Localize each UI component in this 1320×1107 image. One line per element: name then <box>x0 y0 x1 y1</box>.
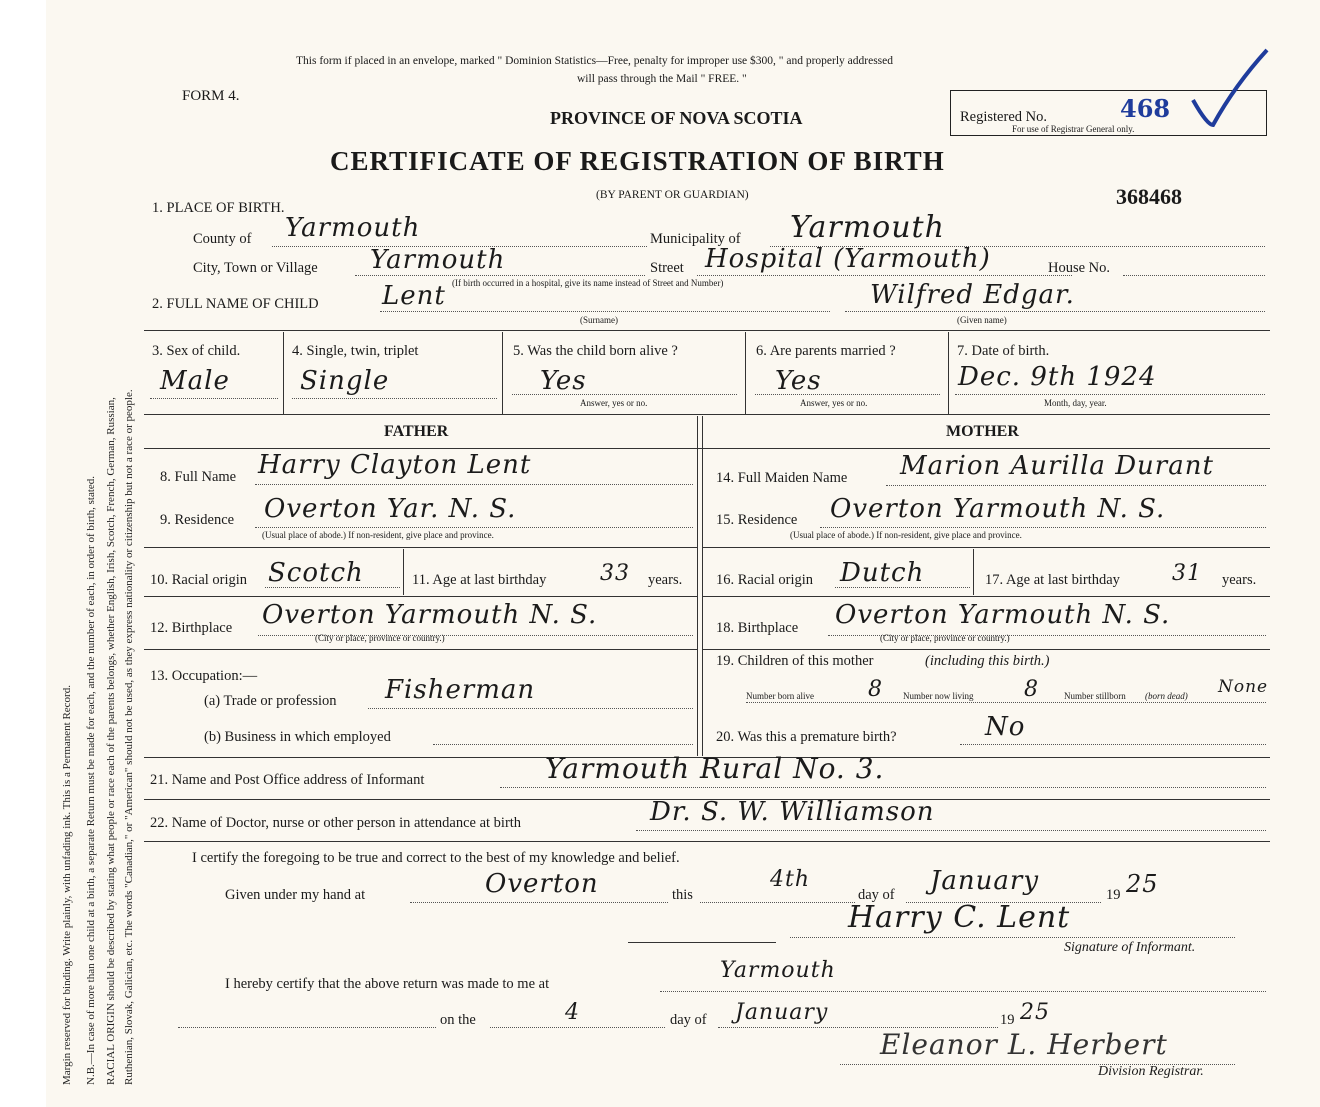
mother-age-label: 17. Age at last birthday <box>985 572 1120 588</box>
mail-notice-line-1: This form if placed in an envelope, marked " Dominion Statistics—Free, penalty for improper use $300, " and properly addressed <box>296 55 894 67</box>
premature-label: 20. Was this a premature birth? <box>716 729 897 745</box>
given-day-of-label: day of <box>858 887 895 903</box>
mother-birthplace-label: 18. Birthplace <box>716 620 799 636</box>
now-living-label: Number now living <box>903 691 974 701</box>
mother-racial-label: 16. Racial origin <box>716 572 814 588</box>
father-racial-origin: Scotch <box>268 558 364 588</box>
mail-notice-line-2: will pass through the Mail " FREE. " <box>577 73 747 85</box>
informant-signature: Harry C. Lent <box>848 900 1071 935</box>
given-year-suffix: 25 <box>1126 870 1159 898</box>
registrar-day-line <box>490 1027 665 1028</box>
margin-line-2: N.B.—In case of more than one child at a birth, a separate Return must be made for each, and the number of each, in order of birth, stated. <box>85 475 97 1085</box>
father-heading: FATHER <box>384 423 449 440</box>
born-alive-value: Yes <box>540 366 587 396</box>
father-racial-label: 10. Racial origin <box>150 572 248 588</box>
city-label: City, Town or Village <box>193 260 318 276</box>
given-day: 4th <box>770 867 811 892</box>
street-value: Hospital (Yarmouth) <box>705 244 991 274</box>
now-living-count: 8 <box>1024 677 1039 702</box>
parents-married-line <box>755 394 940 395</box>
margin-line-3: RACIAL ORIGIN should be described by stating what people or race each of the parents belongs, whether English, Irish, Scotch, French, German, Russian, <box>105 397 117 1085</box>
city-value: Yarmouth <box>370 245 506 275</box>
divider-row3-top <box>144 330 1270 331</box>
informant-line <box>500 787 1266 788</box>
premature-line <box>960 744 1266 745</box>
mother-residence-divider <box>702 547 1270 548</box>
born-alive-caption: Answer, yes or no. <box>580 398 648 408</box>
registrar-year-suffix: 25 <box>1020 1000 1050 1025</box>
premature-value: No <box>985 712 1026 742</box>
informant-signature-caption: Signature of Informant. <box>1064 940 1196 955</box>
row3-divider-1 <box>283 332 284 414</box>
father-residence-caption: (Usual place of abode.) If non-resident, give place and province. <box>262 530 494 540</box>
father-birthplace-divider <box>144 649 697 650</box>
child-given-name: Wilfred Edgar. <box>870 280 1075 310</box>
mother-name-label: 14. Full Maiden Name <box>716 470 848 486</box>
children-label: 19. Children of this mother <box>716 653 874 669</box>
mother-age-unit: years. <box>1222 572 1257 588</box>
doctor-value: Dr. S. W. Williamson <box>650 797 935 827</box>
mother-residence: Overton Yarmouth N. S. <box>830 494 1166 524</box>
doctor-line <box>636 830 1266 831</box>
certify-statement: I certify the foregoing to be true and correct to the best of my knowledge and belief. <box>192 850 680 866</box>
street-label: Street <box>650 260 684 276</box>
trade-value: Fisherman <box>385 675 536 705</box>
children-note: (including this birth.) <box>925 653 1050 669</box>
father-racial-line <box>265 587 400 588</box>
father-racial-divider <box>403 549 404 595</box>
informant-signature-line <box>790 937 1235 938</box>
mother-heading: MOTHER <box>946 423 1019 440</box>
child-name-label: 2. FULL NAME OF CHILD <box>152 296 319 312</box>
mother-racial-line <box>835 587 970 588</box>
father-age-unit: years. <box>648 572 683 588</box>
business-label: (b) Business in which employed <box>204 729 391 745</box>
informant-value: Yarmouth Rural No. 3. <box>545 752 885 785</box>
registrar-year-prefix: 19 <box>1000 1012 1015 1028</box>
father-birthplace: Overton Yarmouth N. S. <box>262 600 598 630</box>
born-alive-line <box>512 394 737 395</box>
children-line <box>746 702 1266 703</box>
mother-residence-label: 15. Residence <box>716 512 798 528</box>
born-alive-count: 8 <box>868 677 883 702</box>
this-label: this <box>672 887 693 903</box>
trade-line <box>368 708 693 709</box>
page-subtitle: (BY PARENT OR GUARDIAN) <box>596 189 749 201</box>
given-place: Overton <box>485 869 599 899</box>
registrar-statement: I hereby certify that the above return was made to me at <box>225 976 550 992</box>
mother-birthplace-divider <box>702 649 1270 650</box>
father-name-label: 8. Full Name <box>160 469 237 485</box>
surname-caption: (Surname) <box>580 315 618 325</box>
sex-value: Male <box>160 366 230 396</box>
stillborn-label: Number stillborn <box>1064 691 1126 701</box>
form-number: FORM 4. <box>182 88 240 104</box>
mother-age-divider <box>702 596 1270 597</box>
registrar-blank-line <box>178 1027 436 1028</box>
mother-residence-caption: (Usual place of abode.) If non-resident, give place and province. <box>790 530 1022 540</box>
father-birthplace-label: 12. Birthplace <box>150 620 233 636</box>
row3-divider-4 <box>948 332 949 414</box>
informant-label: 21. Name and Post Office address of Informant <box>150 772 425 788</box>
registered-note: For use of Registrar General only. <box>1012 124 1135 134</box>
mother-birthplace: Overton Yarmouth N. S. <box>835 600 1171 630</box>
stillborn-note: (born dead) <box>1145 691 1188 701</box>
page-title: CERTIFICATE OF REGISTRATION OF BIRTH <box>330 146 945 176</box>
given-place-line <box>410 902 668 903</box>
mother-maiden-name: Marion Aurilla Durant <box>900 451 1214 481</box>
single-line <box>292 398 497 399</box>
mother-racial-origin: Dutch <box>840 558 925 588</box>
dob-caption: Month, day, year. <box>1044 398 1107 408</box>
mother-age: 31 <box>1172 561 1202 586</box>
mother-name-line <box>886 485 1266 486</box>
street-line <box>697 275 1072 276</box>
parents-divider-b <box>702 416 703 756</box>
business-line <box>433 744 693 745</box>
single-value: Single <box>300 366 390 396</box>
father-age-label: 11. Age at last birthday <box>412 572 547 588</box>
sex-label: 3. Sex of child. <box>152 343 241 359</box>
born-alive-label: 5. Was the child born alive ? <box>513 343 678 359</box>
father-age: 33 <box>600 561 630 586</box>
parents-married-value: Yes <box>775 366 822 396</box>
divider-doctor-bottom <box>144 841 1270 842</box>
stillborn-count: None <box>1218 677 1269 697</box>
born-alive-count-label: Number born alive <box>746 691 814 701</box>
row3-divider-3 <box>745 332 746 414</box>
father-residence-divider <box>144 547 697 548</box>
house-no-line <box>1123 275 1265 276</box>
occupation-label: 13. Occupation:— <box>150 668 258 684</box>
parents-heading-underline <box>144 448 1270 449</box>
registrar-month: January <box>735 1000 829 1025</box>
province-heading: PROVINCE OF NOVA SCOTIA <box>550 108 803 128</box>
father-name: Harry Clayton Lent <box>258 450 532 480</box>
registrar-place: Yarmouth <box>720 958 836 983</box>
child-surname-line <box>380 311 830 312</box>
child-surname: Lent <box>382 281 446 311</box>
father-residence-label: 9. Residence <box>160 512 235 528</box>
given-under-label: Given under my hand at <box>225 887 366 903</box>
father-name-line <box>255 484 693 485</box>
city-line <box>355 275 645 276</box>
serial-number: 368468 <box>1116 184 1182 209</box>
father-age-divider <box>144 596 697 597</box>
doctor-label: 22. Name of Doctor, nurse or other person in attendance at birth <box>150 815 522 831</box>
registrar-day: 4 <box>565 1000 580 1025</box>
dob-line <box>955 394 1265 395</box>
house-no-label: House No. <box>1048 260 1111 276</box>
registrar-signature: Eleanor L. Herbert <box>880 1028 1168 1061</box>
given-day-line <box>700 902 855 903</box>
registrar-caption: Division Registrar. <box>1098 1064 1204 1079</box>
margin-line-1: Margin reserved for binding. Write plainly, with unfading ink. This is a Permanent Record. <box>61 685 73 1085</box>
registrar-on-label: on the <box>440 1012 476 1028</box>
registrar-place-line <box>660 991 1266 992</box>
short-rule <box>628 942 776 943</box>
mother-racial-divider <box>973 549 974 595</box>
registrar-day-of-label: day of <box>670 1012 707 1028</box>
parents-divider-a <box>697 416 698 756</box>
father-residence: Overton Yar. N. S. <box>264 494 517 524</box>
registered-label: Registered No. <box>960 109 1047 125</box>
checkmark-icon <box>1185 45 1275 135</box>
single-label: 4. Single, twin, triplet <box>292 343 419 359</box>
father-residence-line <box>255 527 693 528</box>
registered-number: 468 <box>1120 94 1171 123</box>
mother-birthplace-caption: (City or place, province or country.) <box>880 633 1010 643</box>
dob-label: 7. Date of birth. <box>957 343 1050 359</box>
parents-married-label: 6. Are parents married ? <box>756 343 896 359</box>
parents-married-caption: Answer, yes or no. <box>800 398 868 408</box>
hospital-note: (If birth occurred in a hospital, give its name instead of Street and Number) <box>452 278 724 288</box>
municipality-value: Yarmouth <box>790 210 945 245</box>
margin-line-4: Ruthenian, Slovak, Galician, etc. The words "Canadian," or "American" should not be used, as they express nationality or citizenship but not a race or people. <box>123 389 135 1085</box>
father-birthplace-caption: (City or place, province or country.) <box>315 633 445 643</box>
county-label: County of <box>193 231 252 247</box>
given-name-caption: (Given name) <box>957 315 1007 325</box>
given-month: January <box>930 866 1040 896</box>
trade-label: (a) Trade or profession <box>204 693 337 709</box>
mother-residence-line <box>820 527 1266 528</box>
county-value: Yarmouth <box>285 213 421 243</box>
municipality-label: Municipality of <box>650 231 741 247</box>
row3-divider-2 <box>502 332 503 414</box>
dob-value: Dec. 9th 1924 <box>958 362 1157 392</box>
divider-row3-bottom <box>144 414 1270 415</box>
sex-line <box>150 398 278 399</box>
place-of-birth-label: 1. PLACE OF BIRTH. <box>152 200 285 216</box>
given-year-prefix: 19 <box>1106 887 1121 903</box>
child-given-line <box>845 311 1265 312</box>
